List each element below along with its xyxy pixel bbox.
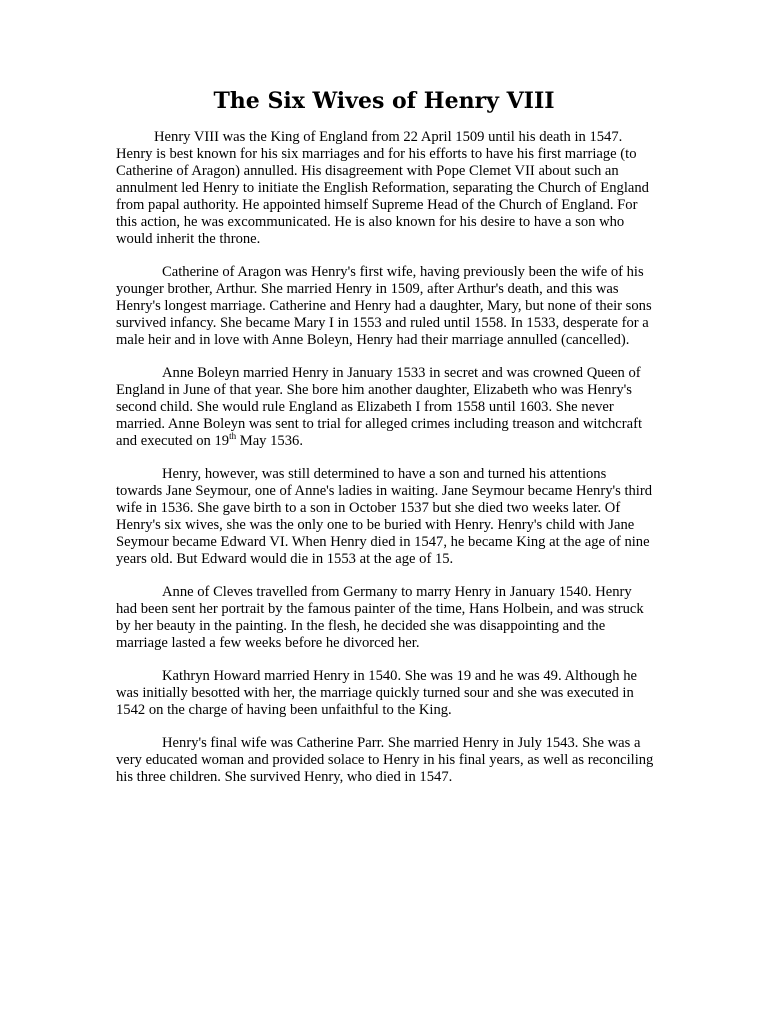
paragraph-henry-viii: Henry VIII was the King of England from 22 April 1509 until his death in 1547. Henry is best known for his six marriages and for his efforts to have his first marriage (to Catherine of Aragon) annulled. His disagreement with Pope Clemet VII about such an annulment led Henry to initiate the English Reformation, separating the Church of England from papal authority. He appointed himself Supreme Head of the Church of England. For this action, he was excommunicated. He is also known for his desire to have a son who would inherit the throne. xyxy=(116,129,649,247)
paragraph-catherine-of-aragon: Catherine of Aragon was Henry's first wife, having previously been the wife of his younger brother, Arthur. She married Henry in 1509, after Arthur's death, and this was Henry's longest marriage. Catherine and Henry had a daughter, Mary, but none of their sons survived infancy. She became Mary I in 1553 and ruled until 1558. In 1533, desperate for a male heir and in love with Anne Boleyn, Henry had their marriage annulled (cancelled). xyxy=(116,264,652,348)
paragraph-catherine-parr: Henry's final wife was Catherine Parr. She married Henry in July 1543. She was a very educated woman and provided solace to Henry in his final years, as well as reconciling his three children. She survived Henry, who died in 1547. xyxy=(116,735,654,785)
paragraph-kathryn-howard: Kathryn Howard married Henry in 1540. She was 19 and he was 49. Although he was initially besotted with her, the marriage quickly turned sour and she was executed in 1542 on the charge of having been unfaithful to the King. xyxy=(116,668,638,718)
paragraph-anne-boleyn xyxy=(116,365,654,450)
document-body xyxy=(116,129,654,802)
ordinal-suffix: th xyxy=(229,431,237,442)
page-title: The Six Wives of Henry VIII xyxy=(213,88,555,114)
paragraph-text: Anne Boleyn married Henry in January 1533 in secret and was crowned Queen of England in June of that year. She bore him another daughter, Elizabeth who was Henry's second child. She would rule England as Elizabeth I from 1558 until 1603. She never married. Anne Boleyn was sent to trial for alleged crimes including treason and witchcraft and executed on 19 xyxy=(116,365,643,449)
paragraph-jane-seymour: Henry, however, was still determined to have a son and turned his attentions towards Jane Seymour, one of Anne's ladies in waiting. Jane Seymour became Henry's third wife in 1536. She gave birth to a son in October 1537 but she died two weeks later. Of Henry's six wives, she was the only one to be buried with Henry. Henry's child with Jane Seymour became Edward VI. When Henry died in 1547, he became King at the age of nine years old. But Edward would die in 1553 at the age of 15. xyxy=(116,466,653,567)
paragraph-text: May 1536. xyxy=(236,433,303,449)
paragraph-anne-of-cleves: Anne of Cleves travelled from Germany to marry Henry in January 1540. Henry had been sent her portrait by the famous painter of the time, Hans Holbein, and was struck by her beauty in the painting. In the flesh, he decided she was disappointing and the marriage lasted a few weeks before he divorced her. xyxy=(116,584,644,651)
